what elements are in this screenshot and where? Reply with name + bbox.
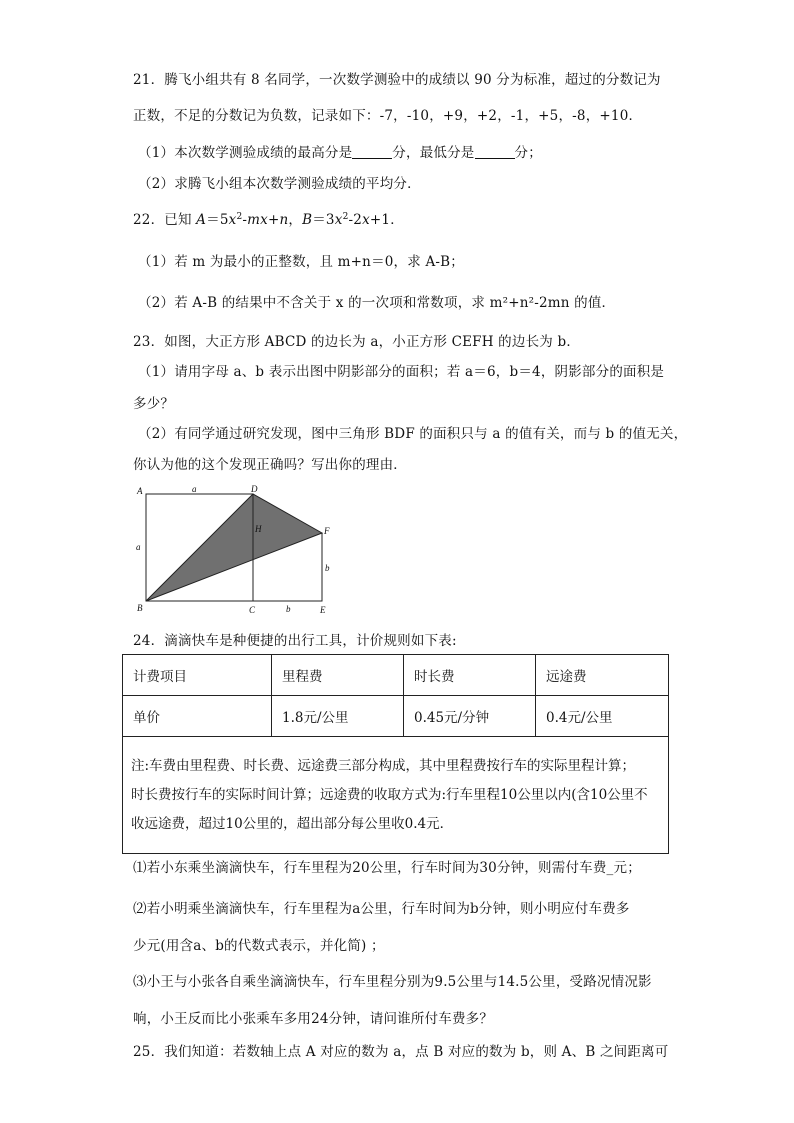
q22-stem-text: + [267, 212, 280, 228]
var-x: x [228, 212, 237, 228]
q25-stem: 25．我们知道：若数轴上点 A 对应的数为 a，点 B 对应的数为 b，则 A、B 之间距离可 [133, 1044, 669, 1060]
label-B: B [137, 603, 143, 613]
label-C: C [249, 605, 256, 615]
q21-part1-a: （1）本次数学测验成绩的最高分是 [138, 145, 353, 161]
pricing-table [122, 654, 669, 854]
q22-stem-text: - [242, 212, 248, 228]
q22-stem [133, 208, 404, 228]
table-header-row [123, 655, 669, 696]
q24-part3-line1: ⑶小王与小张各自乘坐滴滴快车，行车里程分别为9.5公里与14.5公里，受路况情况影 [133, 974, 652, 990]
table-row [123, 696, 669, 737]
q22-stem-text: ＝3 [312, 212, 335, 228]
table-header-cell: 远途费 [536, 655, 669, 696]
q22-stem-text: +1． [369, 212, 404, 228]
table-cell: 单价 [123, 696, 272, 737]
answer-blank [352, 146, 392, 159]
q24-part1: ⑴若小东乘坐滴滴快车，行车里程为20公里，行车时间为30分钟，则需付车费_元； [133, 860, 641, 876]
label-b-right: b [325, 563, 330, 573]
table-cell: 0.4元/公里 [536, 696, 669, 737]
var-x: x [362, 212, 370, 228]
table-header-cell: 里程费 [272, 655, 404, 696]
var-n: n [279, 212, 289, 228]
note-line: 时长费按行车的实际时间计算；远途费的收取方式为:行车里程10公里以内(含10公里不 [131, 786, 648, 803]
note-line: 收远途费，超过10公里的，超出部分每公里收0.4元． [131, 815, 454, 832]
table-header-cell: 计费项目 [123, 655, 272, 696]
label-H: H [255, 524, 262, 534]
q23-stem: 23．如图，大正方形 ABCD 的边长为 a，小正方形 CEFH 的边长为 b． [133, 334, 581, 350]
q21-part1 [138, 141, 542, 161]
q22-stem-text: 22．已知 [133, 212, 197, 228]
exponent-2: 2 [236, 212, 243, 222]
q21-line1: 21．腾飞小组共有 8 名同学，一次数学测验中的成绩以 90 分为标准，超过的分数记为 [133, 72, 661, 88]
label-b-bottom: b [286, 604, 291, 614]
label-F: F [324, 526, 330, 536]
q24-part2-line2: 少元(用含a、b的代数式表示，并化简) ； [133, 938, 385, 954]
q21-part2: （2）求腾飞小组本次数学测验成绩的平均分． [138, 176, 421, 192]
q22-stem-text: -2 [348, 212, 363, 228]
q23-part1-line2: 多少？ [133, 396, 175, 412]
label-a-top: a [192, 484, 197, 494]
squares-figure [130, 480, 340, 620]
q23-part2-line2: 你认为他的这个发现正确吗？写出你的理由． [133, 457, 407, 473]
q22-stem-text: ， [288, 212, 303, 228]
q22-part1: （1）若 m 为最小的正整数，且 m+n＝0，求 A-B； [138, 254, 464, 270]
table-cell: 1.8元/公里 [272, 696, 404, 737]
answer-blank [475, 146, 515, 159]
q21-part1-b: 分，最低分是 [392, 145, 475, 161]
label-a-left: a [136, 542, 141, 552]
q24-part3-line2: 响，小王反而比小张乘车多用24分钟，请问谁所付车费多？ [133, 1011, 494, 1027]
q23-part2-line1: （2）有同学通过研究发现，图中三角形 BDF 的面积只与 a 的值有关，而与 b 的值无关， [138, 426, 688, 442]
q24-part2-line1: ⑵若小明乘坐滴滴快车，行车里程为a公里，行车时间为b分钟，则小明应付车费多 [133, 901, 630, 917]
note-line: 注:车费由里程费、时长费、远途费三部分构成，其中里程费按行车的实际里程计算； [131, 757, 636, 774]
label-D: D [251, 484, 258, 494]
q21-part1-c: 分； [514, 145, 542, 161]
q23-part1-line1: （1）请用字母 a、b 表示出图中阴影部分的面积；若 a＝6，b＝4，阴影部分的面积是 [138, 364, 665, 380]
table-note-row [123, 737, 669, 854]
var-mx: mx [247, 212, 268, 228]
var-B: B [302, 212, 313, 228]
shaded-triangle-bdf [146, 494, 322, 601]
q24-stem: 24．滴滴快车是种便捷的出行工具，计价规则如下表: [133, 633, 457, 649]
var-A: A [196, 212, 207, 228]
table-note [123, 737, 669, 854]
var-x: x [334, 212, 343, 228]
q22-stem-text: ＝5 [206, 212, 229, 228]
q21-line2: 正数，不足的分数记为负数，记录如下：-7，-10，+9，+2，-1，+5，-8，+10． [133, 108, 643, 124]
q22-part2: （2）若 A-B 的结果中不含关于 x 的一次项和常数项，求 m²+n²-2mn 的值． [138, 295, 616, 311]
table-header-cell: 时长费 [404, 655, 536, 696]
label-A: A [137, 486, 143, 496]
table-cell: 0.45元/分钟 [404, 696, 536, 737]
label-E: E [320, 605, 326, 615]
exponent-2: 2 [342, 212, 349, 222]
